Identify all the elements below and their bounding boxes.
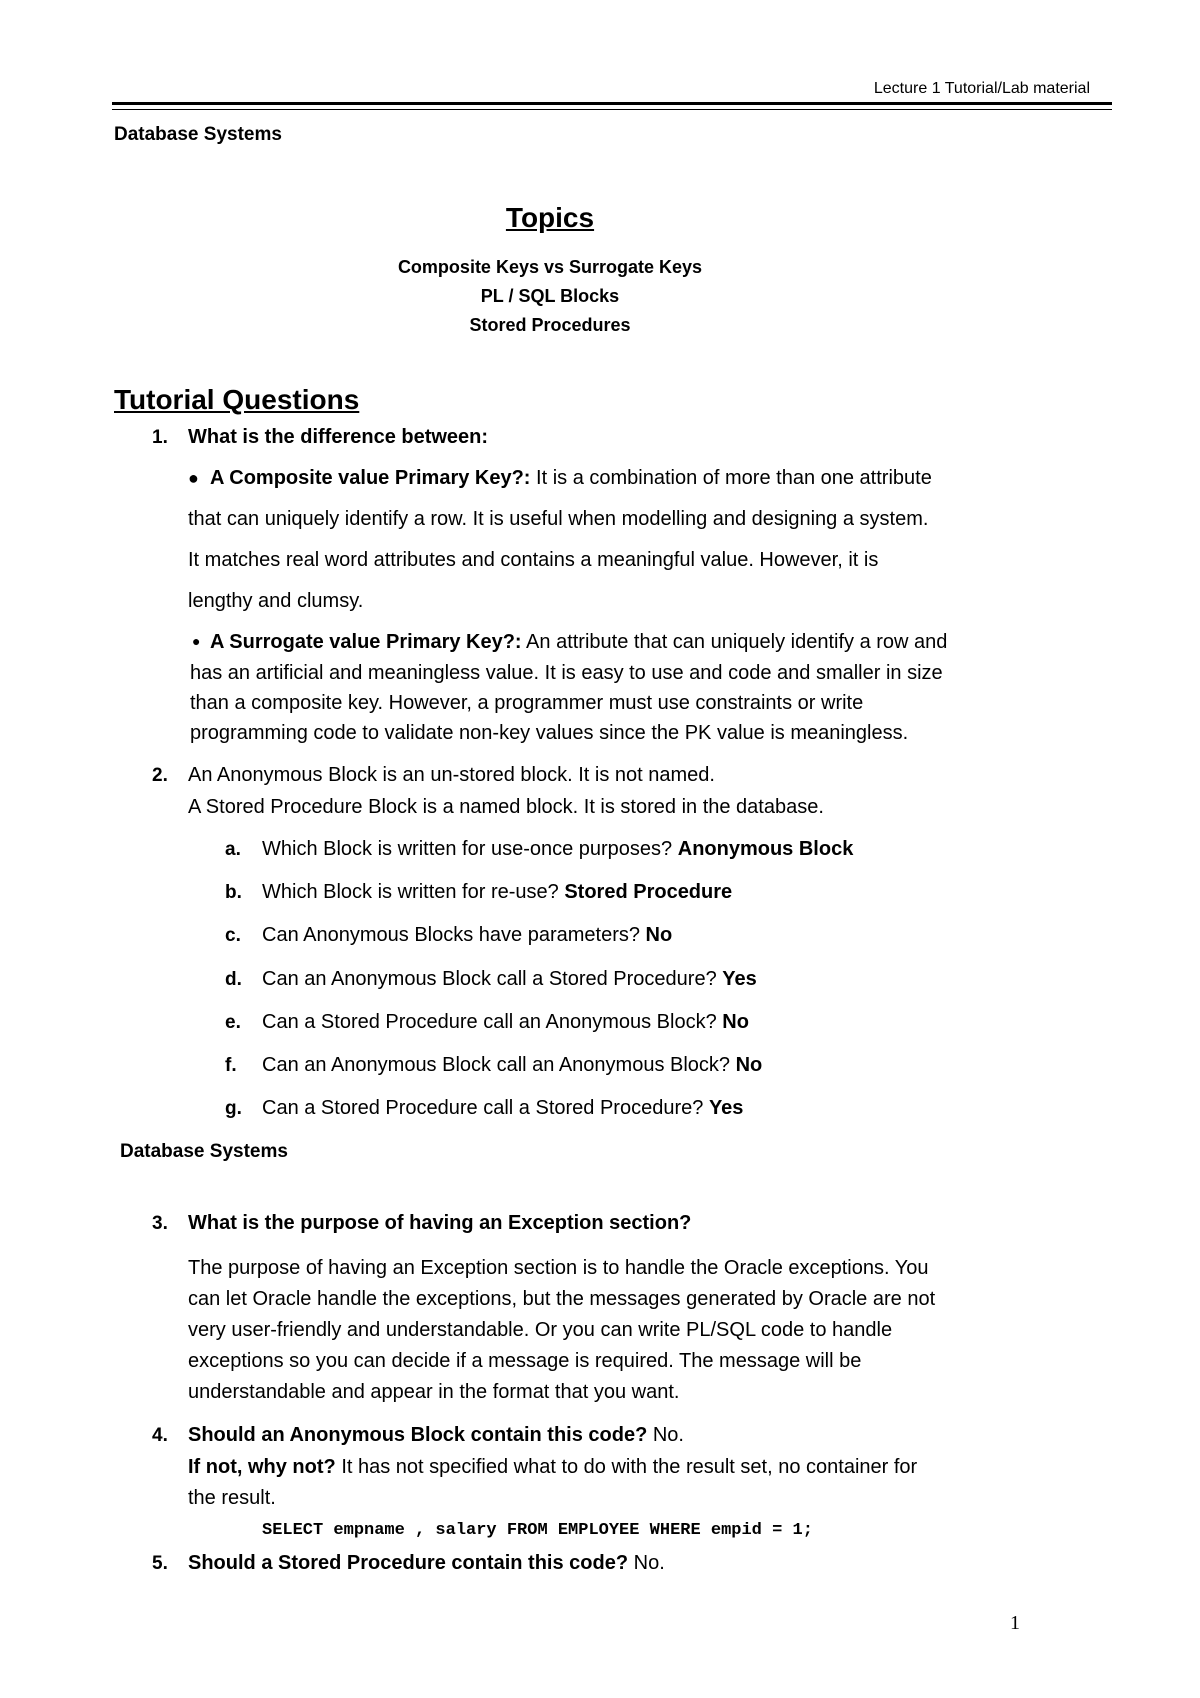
answer: No	[645, 924, 673, 946]
item-letter: g.	[225, 1098, 242, 1119]
answer: Yes	[708, 1097, 744, 1119]
bullet-line	[210, 631, 947, 654]
question-text: A Stored Procedure Block is a named block. It is stored in the database.	[188, 796, 824, 818]
sub-question: Can an Anonymous Block call a Stored Procedure? Yes	[262, 968, 757, 990]
answer-line: very user-friendly and understandable. Or you can write PL/SQL code to handle	[188, 1319, 893, 1341]
sub-question: Can a Stored Procedure call an Anonymous Block? No	[262, 1011, 749, 1033]
bullet-icon: ●	[192, 633, 201, 649]
topic-item: PL / SQL Blocks	[480, 286, 620, 306]
sub-question: Can Anonymous Blocks have parameters? No	[262, 924, 673, 946]
followup-line: If not, why not? It has not specified what to do with the result set, no container for	[188, 1456, 918, 1478]
answer: Stored Procedure	[564, 881, 733, 903]
term: A Composite value Primary Key?:	[210, 467, 531, 489]
bullet-line	[210, 467, 932, 490]
question-text: What is the purpose of having an Exception section?	[188, 1212, 692, 1234]
term: A Surrogate value Primary Key?:	[210, 631, 522, 653]
item-letter: e.	[225, 1012, 241, 1033]
question-number: 3.	[152, 1213, 168, 1234]
definition-line: than a composite key. However, a programmer must use constraints or write	[190, 692, 864, 714]
question-number: 5.	[152, 1553, 168, 1574]
question-text: Should an Anonymous Block contain this code? No.	[188, 1424, 684, 1446]
header-rule-thin	[112, 109, 1112, 110]
question-number: 1.	[152, 427, 168, 448]
sub-question: Can a Stored Procedure call a Stored Procedure? Yes	[262, 1097, 744, 1119]
header-label: Lecture 1 Tutorial/Lab material	[873, 80, 1090, 97]
definition-line: has an artificial and meaningless value. It is easy to use and code and smaller in size	[190, 662, 943, 684]
definition-line: programming code to validate non-key values since the PK value is meaningless.	[190, 722, 909, 744]
answer: No.	[652, 1424, 684, 1446]
question-text: Should a Stored Procedure contain this code? No.	[188, 1552, 665, 1574]
sub-question: Which Block is written for use-once purposes? Anonymous Block	[262, 838, 854, 860]
question-text: An Anonymous Block is an un-stored block. It is not named.	[188, 764, 715, 786]
code-snippet: SELECT empname , salary FROM EMPLOYEE WHERE empid = 1;	[262, 1521, 813, 1540]
sub-question: Can an Anonymous Block call an Anonymous Block? No	[262, 1054, 763, 1076]
definition-line: that can uniquely identify a row. It is useful when modelling and designing a system.	[188, 508, 929, 530]
course-title: Database Systems	[114, 124, 282, 145]
question-number: 2.	[152, 765, 168, 786]
bullet-icon: ●	[188, 468, 199, 488]
topics-title: Topics	[505, 202, 595, 233]
answer: Anonymous Block	[677, 838, 854, 860]
page-number: 1	[1010, 1612, 1020, 1634]
topic-item: Stored Procedures	[469, 315, 631, 335]
tutorial-title: Tutorial Questions	[114, 384, 360, 415]
item-letter: a.	[225, 839, 241, 860]
topic-item: Composite Keys vs Surrogate Keys	[397, 257, 703, 277]
definition: It is a combination of more than one attribute	[536, 467, 932, 489]
question-number: 4.	[152, 1425, 168, 1446]
definition: An attribute that can uniquely identify a row and	[526, 631, 948, 653]
answer-line: exceptions so you can decide if a message is required. The message will be	[188, 1350, 862, 1372]
answer-line: The purpose of having an Exception section is to handle the Oracle exceptions. You	[188, 1257, 929, 1279]
answer: No	[735, 1054, 763, 1076]
header-rule-thick	[112, 102, 1112, 105]
course-title-repeat: Database Systems	[120, 1141, 288, 1162]
question-text: What is the difference between:	[188, 426, 489, 448]
definition-line: lengthy and clumsy.	[188, 590, 364, 612]
item-letter: c.	[225, 925, 241, 946]
followup-line: the result.	[188, 1487, 276, 1509]
sub-question: Which Block is written for re-use? Stored Procedure	[262, 881, 733, 903]
answer: No	[722, 1011, 749, 1033]
answer-line: can let Oracle handle the exceptions, but the messages generated by Oracle are not	[188, 1288, 936, 1310]
item-letter: d.	[225, 969, 242, 990]
answer: No.	[633, 1552, 665, 1574]
definition-line: It matches real word attributes and contains a meaningful value. However, it is	[188, 549, 879, 571]
item-letter: b.	[225, 882, 242, 903]
item-letter: f.	[225, 1055, 237, 1076]
answer-line: understandable and appear in the format that you want.	[188, 1381, 680, 1403]
answer: Yes	[722, 968, 757, 990]
